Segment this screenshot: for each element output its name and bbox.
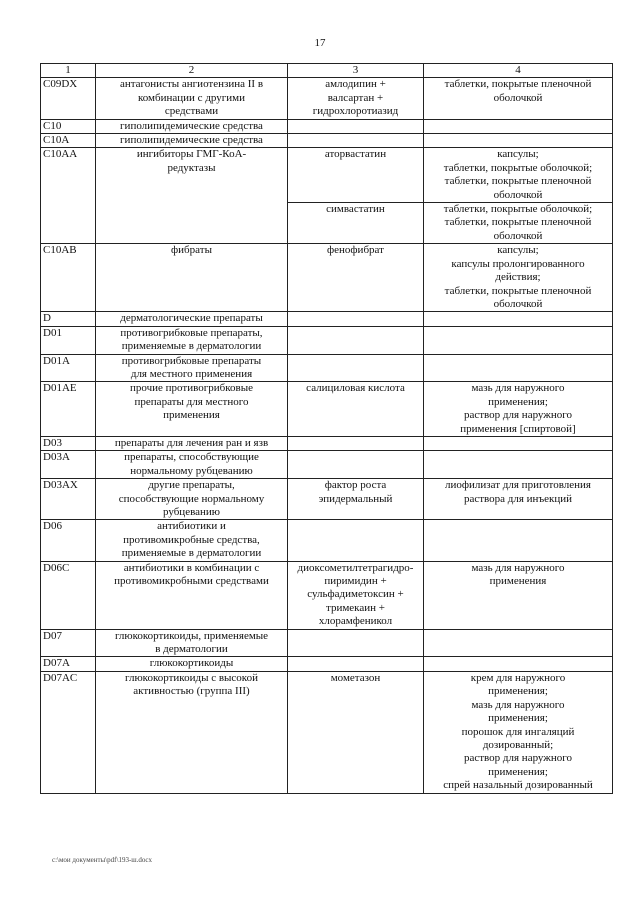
- substance-cell: [288, 203, 424, 244]
- atc-code-cell: D06C: [41, 561, 96, 629]
- substance-cell-line: салициловая кислота: [306, 382, 405, 395]
- dosage-form-cell-line: спрей назальный дозированный: [443, 779, 593, 792]
- substance-cell: [288, 520, 424, 561]
- dosage-form-cell: [424, 134, 613, 148]
- dosage-form-cell: [424, 671, 613, 793]
- dosage-form-cell-line: оболочкой: [493, 297, 543, 310]
- dosage-form-cell-line: применения;: [488, 685, 548, 698]
- table-row: [41, 382, 613, 437]
- dosage-form-cell-line: таблетки, покрытые пленочной: [444, 175, 592, 188]
- dosage-form-cell: [424, 436, 613, 450]
- group-name-cell-line: гиполипидемические средства: [120, 134, 263, 147]
- dosage-form-cell-line: капсулы;: [497, 244, 539, 257]
- substance-cell-line: мометазон: [330, 671, 381, 684]
- dosage-form-cell-line: капсулы пролонгированного: [451, 257, 585, 270]
- atc-code-cell: C10: [41, 119, 96, 133]
- atc-code-cell: C10AA: [41, 148, 96, 244]
- group-name-cell-line: глюкокортикоиды, применяемые: [114, 629, 269, 642]
- substance-cell-line: симвастатин: [326, 203, 385, 216]
- group-name-cell-line: антибиотики и: [157, 520, 226, 533]
- dosage-form-cell-line: мазь для наружного: [471, 698, 565, 711]
- dosage-form-cell-line: раствора для инъекций: [463, 492, 573, 505]
- substance-cell: [288, 561, 424, 629]
- substance-cell: [288, 244, 424, 312]
- dosage-form-cell-line: таблетки, покрытые оболочкой;: [443, 203, 593, 216]
- column-header-1: 1: [41, 64, 96, 78]
- group-name-cell-line: рубцеванию: [163, 506, 220, 518]
- group-name-cell-line: глюкокортикоиды: [149, 657, 234, 670]
- group-name-cell-line: в дерматологии: [155, 643, 228, 656]
- atc-code-cell: D01: [41, 326, 96, 354]
- dosage-form-cell: [424, 244, 613, 312]
- dosage-form-cell-line: оболочкой: [493, 229, 543, 242]
- group-name-cell-line: применяемые в дерматологии: [121, 340, 262, 353]
- table-row: [41, 629, 613, 657]
- dosage-form-cell: [424, 657, 613, 671]
- dosage-form-cell: [424, 382, 613, 437]
- group-name-cell: [96, 629, 288, 657]
- group-name-cell: [96, 561, 288, 629]
- dosage-form-cell-line: крем для наружного: [470, 671, 566, 684]
- dosage-form-cell: [424, 479, 613, 520]
- atc-code-cell: C09DX: [41, 78, 96, 119]
- substance-cell-line: гидрохлоротиазид: [312, 105, 399, 118]
- file-path-footer: c:\мои документы\pdf\193-ш.docx: [52, 856, 153, 864]
- dosage-form-cell: [424, 203, 613, 244]
- dosage-form-cell: [424, 354, 613, 382]
- group-name-cell-line: для местного применения: [130, 367, 253, 380]
- table-row: [41, 134, 613, 148]
- table-row: [41, 561, 613, 629]
- substance-cell-line: хлорамфеникол: [318, 615, 393, 628]
- substance-cell: [288, 657, 424, 671]
- group-name-cell: [96, 479, 288, 520]
- group-name-cell-line: глюкокортикоиды с высокой: [125, 671, 258, 684]
- group-name-cell: [96, 78, 288, 119]
- substance-cell: [288, 326, 424, 354]
- table-row: [41, 312, 613, 326]
- dosage-form-cell: [424, 629, 613, 657]
- group-name-cell: [96, 244, 288, 312]
- substance-cell-line: амлодипин +: [325, 78, 386, 91]
- group-name-cell-line: применяемые в дерматологии: [121, 547, 262, 560]
- group-name-cell-line: препараты для лечения ран и язв: [114, 436, 269, 449]
- atc-code-cell: D06: [41, 520, 96, 561]
- group-name-cell-line: ингибиторы ГМГ-КоА-: [136, 148, 247, 161]
- table-row: [41, 354, 613, 382]
- dosage-form-cell-line: раствор для наружного: [463, 409, 573, 422]
- substance-cell-line: диоксометилтетрагидро-: [297, 561, 414, 574]
- table-row: [41, 657, 613, 671]
- substance-cell: [288, 479, 424, 520]
- group-name-cell-line: другие препараты,: [148, 479, 235, 492]
- substance-cell-line: эпидермальный: [318, 492, 393, 505]
- dosage-form-cell-line: применения [спиртовой]: [460, 422, 576, 435]
- table-row: [41, 479, 613, 520]
- dosage-form-cell-line: применения;: [488, 712, 548, 725]
- dosage-form-cell-line: таблетки, покрытые оболочкой;: [443, 161, 593, 174]
- dosage-form-cell-line: оболочкой: [493, 188, 543, 201]
- group-name-cell: [96, 657, 288, 671]
- table-row: [41, 520, 613, 561]
- dosage-form-cell: [424, 451, 613, 479]
- table-row: [41, 78, 613, 119]
- group-name-cell-line: противогрибковые препараты,: [120, 326, 263, 339]
- group-name-cell-line: способствующие нормальному: [118, 492, 265, 505]
- atc-code-cell: C10A: [41, 134, 96, 148]
- substance-cell: [288, 134, 424, 148]
- dosage-form-cell: [424, 78, 613, 119]
- dosage-form-cell-line: мазь для наружного: [471, 561, 565, 574]
- group-name-cell-line: редуктазы: [167, 161, 216, 174]
- dosage-form-cell-line: лиофилизат для приготовления: [445, 479, 591, 492]
- group-name-cell: [96, 382, 288, 437]
- dosage-form-cell-line: мазь для наружного: [471, 382, 565, 395]
- group-name-cell-line: применения: [163, 409, 220, 422]
- group-name-cell-line: прочие противогрибковые: [130, 382, 253, 395]
- substance-cell: [288, 382, 424, 437]
- group-name-cell-line: антибиотики в комбинации с: [123, 561, 260, 574]
- dosage-form-cell-line: дозированный;: [482, 738, 554, 751]
- substance-cell: [288, 119, 424, 133]
- substance-cell-line: аторвастатин: [324, 148, 387, 161]
- substance-cell-line: тримекаин +: [326, 601, 385, 614]
- atc-code-cell: D03: [41, 436, 96, 450]
- group-name-cell-line: антагонисты ангиотензина II в: [119, 78, 264, 91]
- atc-code-cell: D07AC: [41, 671, 96, 793]
- substance-cell: [288, 436, 424, 450]
- dosage-form-cell-line: применения;: [488, 395, 548, 408]
- table-body: [41, 78, 613, 793]
- group-name-cell: [96, 436, 288, 450]
- atc-code-cell: D07A: [41, 657, 96, 671]
- dosage-form-cell-line: капсулы;: [497, 148, 539, 161]
- table-row: [41, 148, 613, 203]
- group-name-cell: [96, 671, 288, 793]
- dosage-form-cell-line: действия;: [495, 271, 541, 284]
- substance-cell-line: фенофибрат: [327, 244, 384, 257]
- atc-code-cell: D01A: [41, 354, 96, 382]
- dosage-form-cell-line: оболочкой: [493, 91, 543, 104]
- atc-code-cell: D03AX: [41, 479, 96, 520]
- substance-cell: [288, 312, 424, 326]
- group-name-cell: [96, 312, 288, 326]
- group-name-cell-line: препараты для местного: [134, 395, 249, 408]
- table-row: [41, 671, 613, 793]
- group-name-cell-line: комбинации с другими: [137, 91, 246, 104]
- drug-classification-table: [40, 63, 613, 794]
- dosage-form-cell: [424, 119, 613, 133]
- dosage-form-cell-line: порошок для ингаляций: [461, 725, 575, 738]
- group-name-cell: [96, 520, 288, 561]
- substance-cell-line: сульфадиметоксин +: [307, 588, 404, 601]
- atc-code-cell: D01AE: [41, 382, 96, 437]
- substance-cell: [288, 451, 424, 479]
- atc-code-cell: D03A: [41, 451, 96, 479]
- group-name-cell-line: противогрибковые препараты: [121, 354, 262, 367]
- group-name-cell: [96, 354, 288, 382]
- substance-cell-line: валсартан +: [327, 91, 384, 104]
- atc-code-cell: C10AB: [41, 244, 96, 312]
- substance-cell: [288, 78, 424, 119]
- group-name-cell: [96, 451, 288, 479]
- atc-code-cell: D07: [41, 629, 96, 657]
- group-name-cell-line: противомикробными средствами: [114, 575, 269, 588]
- table-row: [41, 326, 613, 354]
- substance-cell: [288, 629, 424, 657]
- group-name-cell-line: препараты, способствующие: [124, 451, 259, 464]
- dosage-form-cell: [424, 520, 613, 561]
- group-name-cell-line: фибраты: [171, 244, 212, 257]
- column-header-3: 3: [288, 64, 424, 78]
- dosage-form-cell: [424, 312, 613, 326]
- dosage-form-cell-line: раствор для наружного: [463, 752, 573, 765]
- substance-cell-line: фактор роста: [324, 479, 387, 492]
- page-number: 17: [314, 37, 326, 49]
- table-row: [41, 119, 613, 133]
- column-header-2: 2: [96, 64, 288, 78]
- dosage-form-cell-line: таблетки, покрытые пленочной: [444, 78, 592, 91]
- group-name-cell-line: активностью (группа III): [133, 685, 250, 698]
- dosage-form-cell-line: применения: [489, 575, 547, 588]
- dosage-form-cell-line: таблетки, покрытые пленочной: [444, 284, 592, 297]
- group-name-cell: [96, 326, 288, 354]
- substance-cell: [288, 354, 424, 382]
- substance-cell-line: пиримидин +: [324, 575, 387, 588]
- atc-code-cell: D: [41, 312, 96, 326]
- group-name-cell-line: дерматологические препараты: [120, 312, 263, 325]
- table-row: [41, 244, 613, 312]
- group-name-cell-line: противомикробные средства,: [123, 533, 260, 546]
- table-row: [41, 451, 613, 479]
- group-name-cell-line: нормальному рубцеванию: [130, 464, 253, 477]
- table-header-row: [41, 64, 613, 78]
- substance-cell: [288, 148, 424, 203]
- substance-cell: [288, 671, 424, 793]
- table-row: [41, 436, 613, 450]
- dosage-form-cell-line: таблетки, покрытые пленочной: [444, 216, 592, 229]
- dosage-form-cell-line: применения;: [488, 765, 548, 778]
- dosage-form-cell: [424, 561, 613, 629]
- column-header-4: 4: [424, 64, 613, 78]
- group-name-cell: [96, 148, 288, 244]
- dosage-form-cell: [424, 148, 613, 203]
- group-name-cell-line: гиполипидемические средства: [120, 119, 263, 132]
- group-name-cell: [96, 134, 288, 148]
- group-name-cell: [96, 119, 288, 133]
- dosage-form-cell: [424, 326, 613, 354]
- group-name-cell-line: средствами: [164, 105, 219, 118]
